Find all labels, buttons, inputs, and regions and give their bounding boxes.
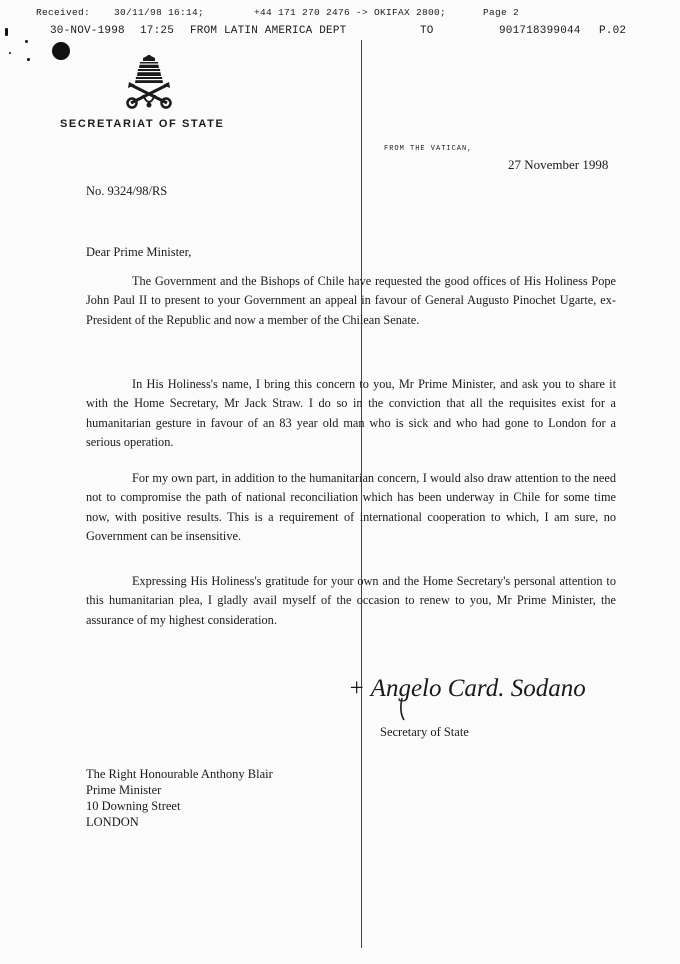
paragraph-text: For my own part, in addition to the humanitarian concern, I would also draw attention to the need not to compromise the path of national reconciliation which has been underway in Chile for some time now, with positive results. This is a requirement of international cooperation to which, I am sure, no Government can be insensitive. [86, 471, 616, 543]
body-paragraph-1 [86, 272, 616, 330]
body-paragraph-4 [86, 572, 616, 630]
fax-to-label: TO [420, 25, 434, 37]
letterhead-place: FROM THE VATICAN, [384, 145, 473, 153]
papal-crest-icon [123, 55, 175, 111]
fax-time: 17:25 [140, 25, 175, 37]
letterhead-office: SECRETARIAT OF STATE [60, 118, 225, 130]
margin-speck [9, 52, 11, 54]
margin-speck [5, 28, 8, 36]
body-paragraph-2 [86, 375, 616, 452]
fax-from-number: +44 171 270 2476 -> OKIFAX 2800; [254, 7, 447, 18]
signatory-title: Secretary of State [380, 725, 469, 739]
salutation: Dear Prime Minister, [86, 245, 192, 259]
addressee-name: The Right Honourable Anthony Blair [86, 767, 273, 781]
fax-page: P.02 [599, 25, 627, 37]
fax-from-dept: FROM LATIN AMERICA DEPT [190, 25, 347, 37]
paragraph-text: In His Holiness's name, I bring this concern to you, Mr Prime Minister, and ask you to share it with the Home Secretary, Mr Jack Straw. I do so in the conviction that all the requisites exist for a humanitarian gesture in favour of an 83 year old man who is sick and who had gone to London for a serious operation. [86, 377, 616, 449]
margin-speck [25, 40, 28, 43]
fax-page-number: Page 2 [483, 7, 520, 18]
fax-received-datetime: 30/11/98 16:14; [114, 7, 205, 18]
letter-date: 27 November 1998 [508, 157, 609, 172]
body-paragraph-3 [86, 469, 616, 546]
paragraph-text: The Government and the Bishops of Chile have requested the good offices of His Holiness Pope John Paul II to present to your Government an appeal in favour of General Augusto Pinochet Ugarte, ex-President of the Republic and now a member of the Chilean Senate. [86, 274, 616, 327]
addressee-city: LONDON [86, 815, 139, 829]
fax-date: 30-NOV-1998 [50, 25, 125, 37]
fax-to-number: 901718399044 [499, 25, 581, 37]
handwritten-signature [344, 662, 594, 722]
fax-received-label: Received: [36, 7, 91, 18]
hole-punch-mark [52, 42, 70, 60]
reference-number: No. 9324/98/RS [86, 184, 168, 198]
addressee-title: Prime Minister [86, 783, 162, 797]
signature-text: + Angelo Card. Sodano [348, 675, 586, 702]
paragraph-text: Expressing His Holiness's gratitude for your own and the Home Secretary's personal attention to this humanitarian plea, I gladly avail myself of the occasion to renew to you, Mr Prime Minister, the assurance of my highest consideration. [86, 574, 616, 627]
addressee-street: 10 Downing Street [86, 799, 181, 813]
margin-speck [27, 58, 30, 61]
